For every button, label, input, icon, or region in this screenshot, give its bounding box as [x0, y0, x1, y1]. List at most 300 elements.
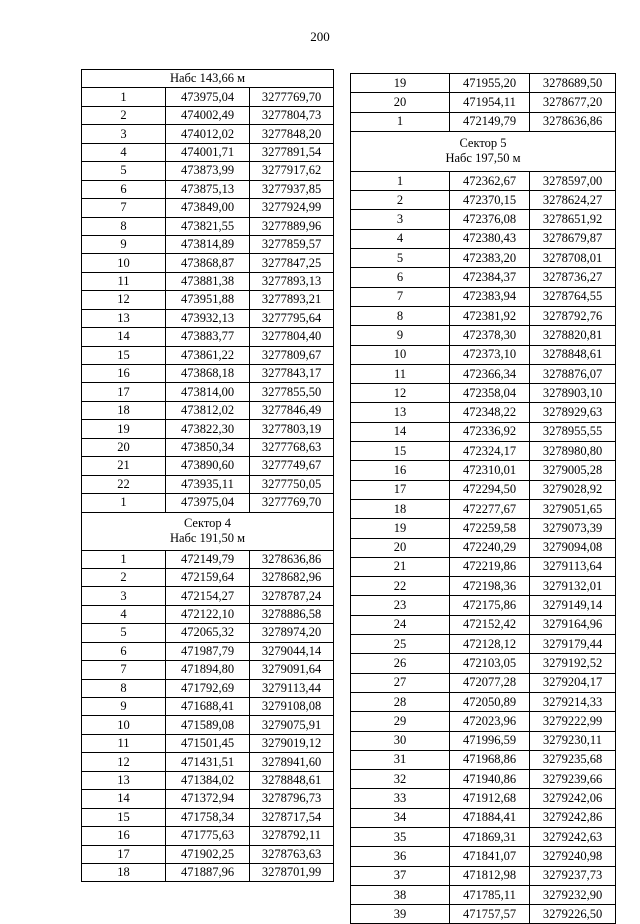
- point-number-cell: 2: [351, 191, 450, 210]
- point-number-cell: 12: [351, 384, 450, 403]
- point-number-cell: 17: [82, 383, 166, 401]
- y-coordinate-cell: 3278679,87: [530, 229, 616, 248]
- table-row: [351, 442, 616, 461]
- point-number-cell: 16: [82, 365, 166, 383]
- y-coordinate-cell: 3279044,14: [250, 642, 334, 660]
- y-coordinate-cell: 3278941,60: [250, 753, 334, 771]
- x-coordinate-cell: 471968,86: [450, 750, 530, 769]
- table-row: [351, 249, 616, 268]
- table-row: [82, 106, 334, 124]
- table-row: [351, 326, 616, 345]
- y-coordinate-cell: 3278974,20: [250, 624, 334, 642]
- x-coordinate-cell: 472336,92: [450, 422, 530, 441]
- point-number-cell: 7: [351, 287, 450, 306]
- y-coordinate-cell: 3277809,67: [250, 346, 334, 364]
- y-coordinate-cell: 3277859,57: [250, 235, 334, 253]
- y-coordinate-cell: 3278689,50: [530, 74, 616, 93]
- section-header-row: [351, 131, 616, 171]
- point-number-cell: 7: [82, 199, 166, 217]
- y-coordinate-cell: 3277846,49: [250, 401, 334, 419]
- x-coordinate-cell: 473812,02: [166, 401, 250, 419]
- x-coordinate-cell: 472381,92: [450, 306, 530, 325]
- table-row: [82, 734, 334, 752]
- point-number-cell: 9: [351, 326, 450, 345]
- x-coordinate-cell: 472324,17: [450, 442, 530, 461]
- y-coordinate-cell: 3277855,50: [250, 383, 334, 401]
- point-number-cell: 12: [82, 291, 166, 309]
- table-row: [351, 847, 616, 866]
- point-number-cell: 10: [82, 716, 166, 734]
- x-coordinate-cell: 472294,50: [450, 480, 530, 499]
- y-coordinate-cell: 3278763,63: [250, 845, 334, 863]
- table-row: [351, 499, 616, 518]
- table-row: [82, 642, 334, 660]
- y-coordinate-cell: 3277893,21: [250, 291, 334, 309]
- point-number-cell: 6: [82, 180, 166, 198]
- table-row: [82, 162, 334, 180]
- x-coordinate-cell: 472376,08: [450, 210, 530, 229]
- x-coordinate-cell: 473883,77: [166, 328, 250, 346]
- x-coordinate-cell: 474001,71: [166, 143, 250, 161]
- section-header: [351, 131, 616, 171]
- y-coordinate-cell: 3279019,12: [250, 734, 334, 752]
- x-coordinate-cell: 473875,13: [166, 180, 250, 198]
- x-coordinate-cell: 473868,87: [166, 254, 250, 272]
- section-header-row: [82, 70, 334, 88]
- table-row: [351, 750, 616, 769]
- x-coordinate-cell: 472065,32: [166, 624, 250, 642]
- x-coordinate-cell: 473814,89: [166, 235, 250, 253]
- point-number-cell: 1: [351, 171, 450, 190]
- point-number-cell: 36: [351, 847, 450, 866]
- x-coordinate-cell: 471758,34: [166, 808, 250, 826]
- point-number-cell: 28: [351, 692, 450, 711]
- x-coordinate-cell: 471775,63: [166, 827, 250, 845]
- point-number-cell: 15: [351, 442, 450, 461]
- section-header-line: Сектор 4: [183, 516, 232, 530]
- table-row: [351, 268, 616, 287]
- table-row: [82, 346, 334, 364]
- point-number-cell: 20: [351, 93, 450, 112]
- table-row: [82, 790, 334, 808]
- table-row: [82, 605, 334, 623]
- table-row: [82, 420, 334, 438]
- table-row: [82, 550, 334, 568]
- x-coordinate-cell: 471372,94: [166, 790, 250, 808]
- point-number-cell: 8: [82, 217, 166, 235]
- y-coordinate-cell: 3278848,61: [250, 771, 334, 789]
- y-coordinate-cell: 3278886,58: [250, 605, 334, 623]
- point-number-cell: 30: [351, 731, 450, 750]
- table-row: [351, 364, 616, 383]
- table-row: [351, 615, 616, 634]
- table-row: [82, 716, 334, 734]
- x-coordinate-cell: 472050,89: [450, 692, 530, 711]
- point-number-cell: 23: [351, 596, 450, 615]
- y-coordinate-cell: 3279179,44: [530, 635, 616, 654]
- table-row: [82, 365, 334, 383]
- y-coordinate-cell: 3277891,54: [250, 143, 334, 161]
- x-coordinate-cell: 471894,80: [166, 661, 250, 679]
- point-number-cell: 1: [351, 112, 450, 131]
- table-row: [351, 422, 616, 441]
- section-header: [82, 512, 334, 550]
- x-coordinate-cell: 472122,10: [166, 605, 250, 623]
- table-row: [82, 587, 334, 605]
- point-number-cell: 18: [82, 863, 166, 881]
- y-coordinate-cell: 3278792,11: [250, 827, 334, 845]
- x-coordinate-cell: 472023,96: [450, 712, 530, 731]
- y-coordinate-cell: 3279240,98: [530, 847, 616, 866]
- y-coordinate-cell: 3279242,63: [530, 827, 616, 846]
- point-number-cell: 13: [351, 403, 450, 422]
- y-coordinate-cell: 3277843,17: [250, 365, 334, 383]
- x-coordinate-cell: 472077,28: [450, 673, 530, 692]
- y-coordinate-cell: 3277769,70: [250, 494, 334, 512]
- y-coordinate-cell: 3278796,73: [250, 790, 334, 808]
- x-coordinate-cell: 473868,18: [166, 365, 250, 383]
- point-number-cell: 20: [82, 438, 166, 456]
- table-row: [351, 827, 616, 846]
- table-row: [82, 827, 334, 845]
- y-coordinate-cell: 3278876,07: [530, 364, 616, 383]
- y-coordinate-cell: 3279239,66: [530, 770, 616, 789]
- y-coordinate-cell: 3278624,27: [530, 191, 616, 210]
- table-row: [82, 568, 334, 586]
- table-row: [351, 403, 616, 422]
- table-row: [351, 191, 616, 210]
- section-header-row: [82, 512, 334, 550]
- point-number-cell: 22: [351, 577, 450, 596]
- x-coordinate-cell: 471869,31: [450, 827, 530, 846]
- y-coordinate-cell: 3279235,68: [530, 750, 616, 769]
- point-number-cell: 1: [82, 494, 166, 512]
- y-coordinate-cell: 3278736,27: [530, 268, 616, 287]
- y-coordinate-cell: 3278677,20: [530, 93, 616, 112]
- point-number-cell: 39: [351, 905, 450, 924]
- y-coordinate-cell: 3279242,06: [530, 789, 616, 808]
- x-coordinate-cell: 472383,20: [450, 249, 530, 268]
- point-number-cell: 6: [82, 642, 166, 660]
- table-row: [82, 328, 334, 346]
- y-coordinate-cell: 3278903,10: [530, 384, 616, 403]
- y-coordinate-cell: 3279108,08: [250, 698, 334, 716]
- table-row: [351, 93, 616, 112]
- table-row: [351, 635, 616, 654]
- y-coordinate-cell: 3279051,65: [530, 499, 616, 518]
- table-row: [351, 384, 616, 403]
- point-number-cell: 31: [351, 750, 450, 769]
- y-coordinate-cell: 3277749,67: [250, 457, 334, 475]
- table-row: [82, 661, 334, 679]
- x-coordinate-cell: 472378,30: [450, 326, 530, 345]
- x-coordinate-cell: 473821,55: [166, 217, 250, 235]
- point-number-cell: 17: [82, 845, 166, 863]
- table-row: [351, 770, 616, 789]
- point-number-cell: 4: [351, 229, 450, 248]
- x-coordinate-cell: 472310,01: [450, 461, 530, 480]
- point-number-cell: 5: [82, 624, 166, 642]
- table-row: [82, 808, 334, 826]
- y-coordinate-cell: 3278764,55: [530, 287, 616, 306]
- point-number-cell: 33: [351, 789, 450, 808]
- y-coordinate-cell: 3279222,99: [530, 712, 616, 731]
- point-number-cell: 24: [351, 615, 450, 634]
- point-number-cell: 11: [82, 734, 166, 752]
- section-header-line: Набс 191,50 м: [169, 531, 246, 545]
- y-coordinate-cell: 3279113,64: [530, 557, 616, 576]
- section-header: [82, 70, 334, 88]
- x-coordinate-cell: 472149,79: [450, 112, 530, 131]
- x-coordinate-cell: 471589,08: [166, 716, 250, 734]
- y-coordinate-cell: 3279242,86: [530, 808, 616, 827]
- point-number-cell: 17: [351, 480, 450, 499]
- x-coordinate-cell: 472358,04: [450, 384, 530, 403]
- table-row: [351, 171, 616, 190]
- table-row: [82, 143, 334, 161]
- x-coordinate-cell: 473873,99: [166, 162, 250, 180]
- point-number-cell: 3: [82, 125, 166, 143]
- x-coordinate-cell: 472373,10: [450, 345, 530, 364]
- point-number-cell: 38: [351, 885, 450, 904]
- table-row: [82, 254, 334, 272]
- point-number-cell: 14: [82, 790, 166, 808]
- point-number-cell: 25: [351, 635, 450, 654]
- table-row: [351, 654, 616, 673]
- y-coordinate-cell: 3279230,11: [530, 731, 616, 750]
- point-number-cell: 1: [82, 550, 166, 568]
- table-row: [351, 461, 616, 480]
- table-row: [82, 272, 334, 290]
- x-coordinate-cell: 472149,79: [166, 550, 250, 568]
- y-coordinate-cell: 3277804,73: [250, 106, 334, 124]
- x-coordinate-cell: 471792,69: [166, 679, 250, 697]
- point-number-cell: 19: [351, 74, 450, 93]
- y-coordinate-cell: 3278955,55: [530, 422, 616, 441]
- table-row: [351, 789, 616, 808]
- x-coordinate-cell: 471940,86: [450, 770, 530, 789]
- point-number-cell: 7: [82, 661, 166, 679]
- point-number-cell: 3: [82, 587, 166, 605]
- x-coordinate-cell: 472362,67: [450, 171, 530, 190]
- table-row: [82, 199, 334, 217]
- x-coordinate-cell: 472219,86: [450, 557, 530, 576]
- table-row: [82, 88, 334, 106]
- y-coordinate-cell: 3278701,99: [250, 863, 334, 881]
- table-row: [82, 457, 334, 475]
- point-number-cell: 3: [351, 210, 450, 229]
- table-row: [351, 808, 616, 827]
- x-coordinate-cell: 471812,98: [450, 866, 530, 885]
- y-coordinate-cell: 3277937,85: [250, 180, 334, 198]
- x-coordinate-cell: 471987,79: [166, 642, 250, 660]
- x-coordinate-cell: 471954,11: [450, 93, 530, 112]
- y-coordinate-cell: 3277917,62: [250, 162, 334, 180]
- x-coordinate-cell: 473822,30: [166, 420, 250, 438]
- table-row: [351, 538, 616, 557]
- x-coordinate-cell: 471996,59: [450, 731, 530, 750]
- table-row: [351, 306, 616, 325]
- table-row: [82, 438, 334, 456]
- x-coordinate-cell: 471955,20: [450, 74, 530, 93]
- x-coordinate-cell: 472383,94: [450, 287, 530, 306]
- point-number-cell: 4: [82, 605, 166, 623]
- y-coordinate-cell: 3278708,01: [530, 249, 616, 268]
- point-number-cell: 18: [82, 401, 166, 419]
- table-row: [351, 905, 616, 924]
- table-row: [351, 210, 616, 229]
- x-coordinate-cell: 472152,42: [450, 615, 530, 634]
- y-coordinate-cell: 3277803,19: [250, 420, 334, 438]
- x-coordinate-cell: 472259,58: [450, 519, 530, 538]
- x-coordinate-cell: 473814,00: [166, 383, 250, 401]
- x-coordinate-cell: 471384,02: [166, 771, 250, 789]
- x-coordinate-cell: 472366,34: [450, 364, 530, 383]
- point-number-cell: 5: [82, 162, 166, 180]
- x-coordinate-cell: 473861,22: [166, 346, 250, 364]
- table-row: [82, 863, 334, 881]
- point-number-cell: 2: [82, 568, 166, 586]
- x-coordinate-cell: 471688,41: [166, 698, 250, 716]
- y-coordinate-cell: 3278820,81: [530, 326, 616, 345]
- point-number-cell: 12: [82, 753, 166, 771]
- section-header-line: Сектор 5: [459, 136, 507, 151]
- table-row: [82, 180, 334, 198]
- y-coordinate-cell: 3279214,33: [530, 692, 616, 711]
- y-coordinate-cell: 3279094,08: [530, 538, 616, 557]
- y-coordinate-cell: 3277750,05: [250, 475, 334, 493]
- y-coordinate-cell: 3277848,20: [250, 125, 334, 143]
- x-coordinate-cell: 472154,27: [166, 587, 250, 605]
- x-coordinate-cell: 473850,34: [166, 438, 250, 456]
- y-coordinate-cell: 3278682,96: [250, 568, 334, 586]
- y-coordinate-cell: 3279075,91: [250, 716, 334, 734]
- point-number-cell: 32: [351, 770, 450, 789]
- x-coordinate-cell: 473881,38: [166, 272, 250, 290]
- point-number-cell: 22: [82, 475, 166, 493]
- x-coordinate-cell: 472240,29: [450, 538, 530, 557]
- table-row: [351, 577, 616, 596]
- table-row: [351, 692, 616, 711]
- y-coordinate-cell: 3279237,73: [530, 866, 616, 885]
- table-row: [82, 291, 334, 309]
- x-coordinate-cell: 471501,45: [166, 734, 250, 752]
- table-row: [351, 229, 616, 248]
- y-coordinate-cell: 3278787,24: [250, 587, 334, 605]
- table-row: [82, 624, 334, 642]
- section-header-line: Набс 197,50 м: [445, 151, 521, 166]
- y-coordinate-cell: 3279192,52: [530, 654, 616, 673]
- table-row: [82, 475, 334, 493]
- table-row: [351, 345, 616, 364]
- y-coordinate-cell: 3279028,92: [530, 480, 616, 499]
- table-row: [351, 112, 616, 131]
- y-coordinate-cell: 3279164,96: [530, 615, 616, 634]
- point-number-cell: 27: [351, 673, 450, 692]
- y-coordinate-cell: 3277769,70: [250, 88, 334, 106]
- table-row: [351, 480, 616, 499]
- table-row: [351, 712, 616, 731]
- coordinates-table-left: [81, 69, 334, 882]
- x-coordinate-cell: 472277,67: [450, 499, 530, 518]
- x-coordinate-cell: 472128,12: [450, 635, 530, 654]
- y-coordinate-cell: 3278717,54: [250, 808, 334, 826]
- table-row: [82, 383, 334, 401]
- y-coordinate-cell: 3279073,39: [530, 519, 616, 538]
- x-coordinate-cell: 471887,96: [166, 863, 250, 881]
- point-number-cell: 35: [351, 827, 450, 846]
- x-coordinate-cell: 471785,11: [450, 885, 530, 904]
- x-coordinate-cell: 472380,43: [450, 229, 530, 248]
- point-number-cell: 9: [82, 235, 166, 253]
- point-number-cell: 6: [351, 268, 450, 287]
- y-coordinate-cell: 3277893,13: [250, 272, 334, 290]
- section-header-line: Набс 143,66 м: [169, 71, 246, 86]
- y-coordinate-cell: 3277804,40: [250, 328, 334, 346]
- x-coordinate-cell: 472370,15: [450, 191, 530, 210]
- page-number: 200: [310, 29, 330, 44]
- point-number-cell: 26: [351, 654, 450, 673]
- x-coordinate-cell: 473951,88: [166, 291, 250, 309]
- y-coordinate-cell: 3278792,76: [530, 306, 616, 325]
- point-number-cell: 1: [82, 88, 166, 106]
- point-number-cell: 21: [82, 457, 166, 475]
- table-row: [351, 885, 616, 904]
- y-coordinate-cell: 3277889,96: [250, 217, 334, 235]
- point-number-cell: 8: [82, 679, 166, 697]
- x-coordinate-cell: 472175,86: [450, 596, 530, 615]
- table-row: [351, 557, 616, 576]
- x-coordinate-cell: 471902,25: [166, 845, 250, 863]
- x-coordinate-cell: 473935,11: [166, 475, 250, 493]
- x-coordinate-cell: 471841,07: [450, 847, 530, 866]
- point-number-cell: 16: [82, 827, 166, 845]
- point-number-cell: 10: [351, 345, 450, 364]
- y-coordinate-cell: 3277924,99: [250, 199, 334, 217]
- y-coordinate-cell: 3277847,25: [250, 254, 334, 272]
- point-number-cell: 15: [82, 808, 166, 826]
- table-row: [82, 401, 334, 419]
- x-coordinate-cell: 474002,49: [166, 106, 250, 124]
- table-row: [351, 74, 616, 93]
- table-row: [351, 866, 616, 885]
- y-coordinate-cell: 3279204,17: [530, 673, 616, 692]
- table-row: [82, 217, 334, 235]
- y-coordinate-cell: 3279232,90: [530, 885, 616, 904]
- point-number-cell: 14: [82, 328, 166, 346]
- table-row: [351, 673, 616, 692]
- y-coordinate-cell: 3279226,50: [530, 905, 616, 924]
- table-row: [82, 494, 334, 512]
- y-coordinate-cell: 3279149,14: [530, 596, 616, 615]
- table-row: [82, 125, 334, 143]
- x-coordinate-cell: 473932,13: [166, 309, 250, 327]
- table-row: [82, 845, 334, 863]
- point-number-cell: 19: [82, 420, 166, 438]
- point-number-cell: 9: [82, 698, 166, 716]
- x-coordinate-cell: 473849,00: [166, 199, 250, 217]
- y-coordinate-cell: 3278651,92: [530, 210, 616, 229]
- point-number-cell: 18: [351, 499, 450, 518]
- point-number-cell: 11: [82, 272, 166, 290]
- table-row: [82, 235, 334, 253]
- point-number-cell: 13: [82, 309, 166, 327]
- table-row: [351, 519, 616, 538]
- point-number-cell: 5: [351, 249, 450, 268]
- x-coordinate-cell: 473890,60: [166, 457, 250, 475]
- point-number-cell: 16: [351, 461, 450, 480]
- table-row: [351, 731, 616, 750]
